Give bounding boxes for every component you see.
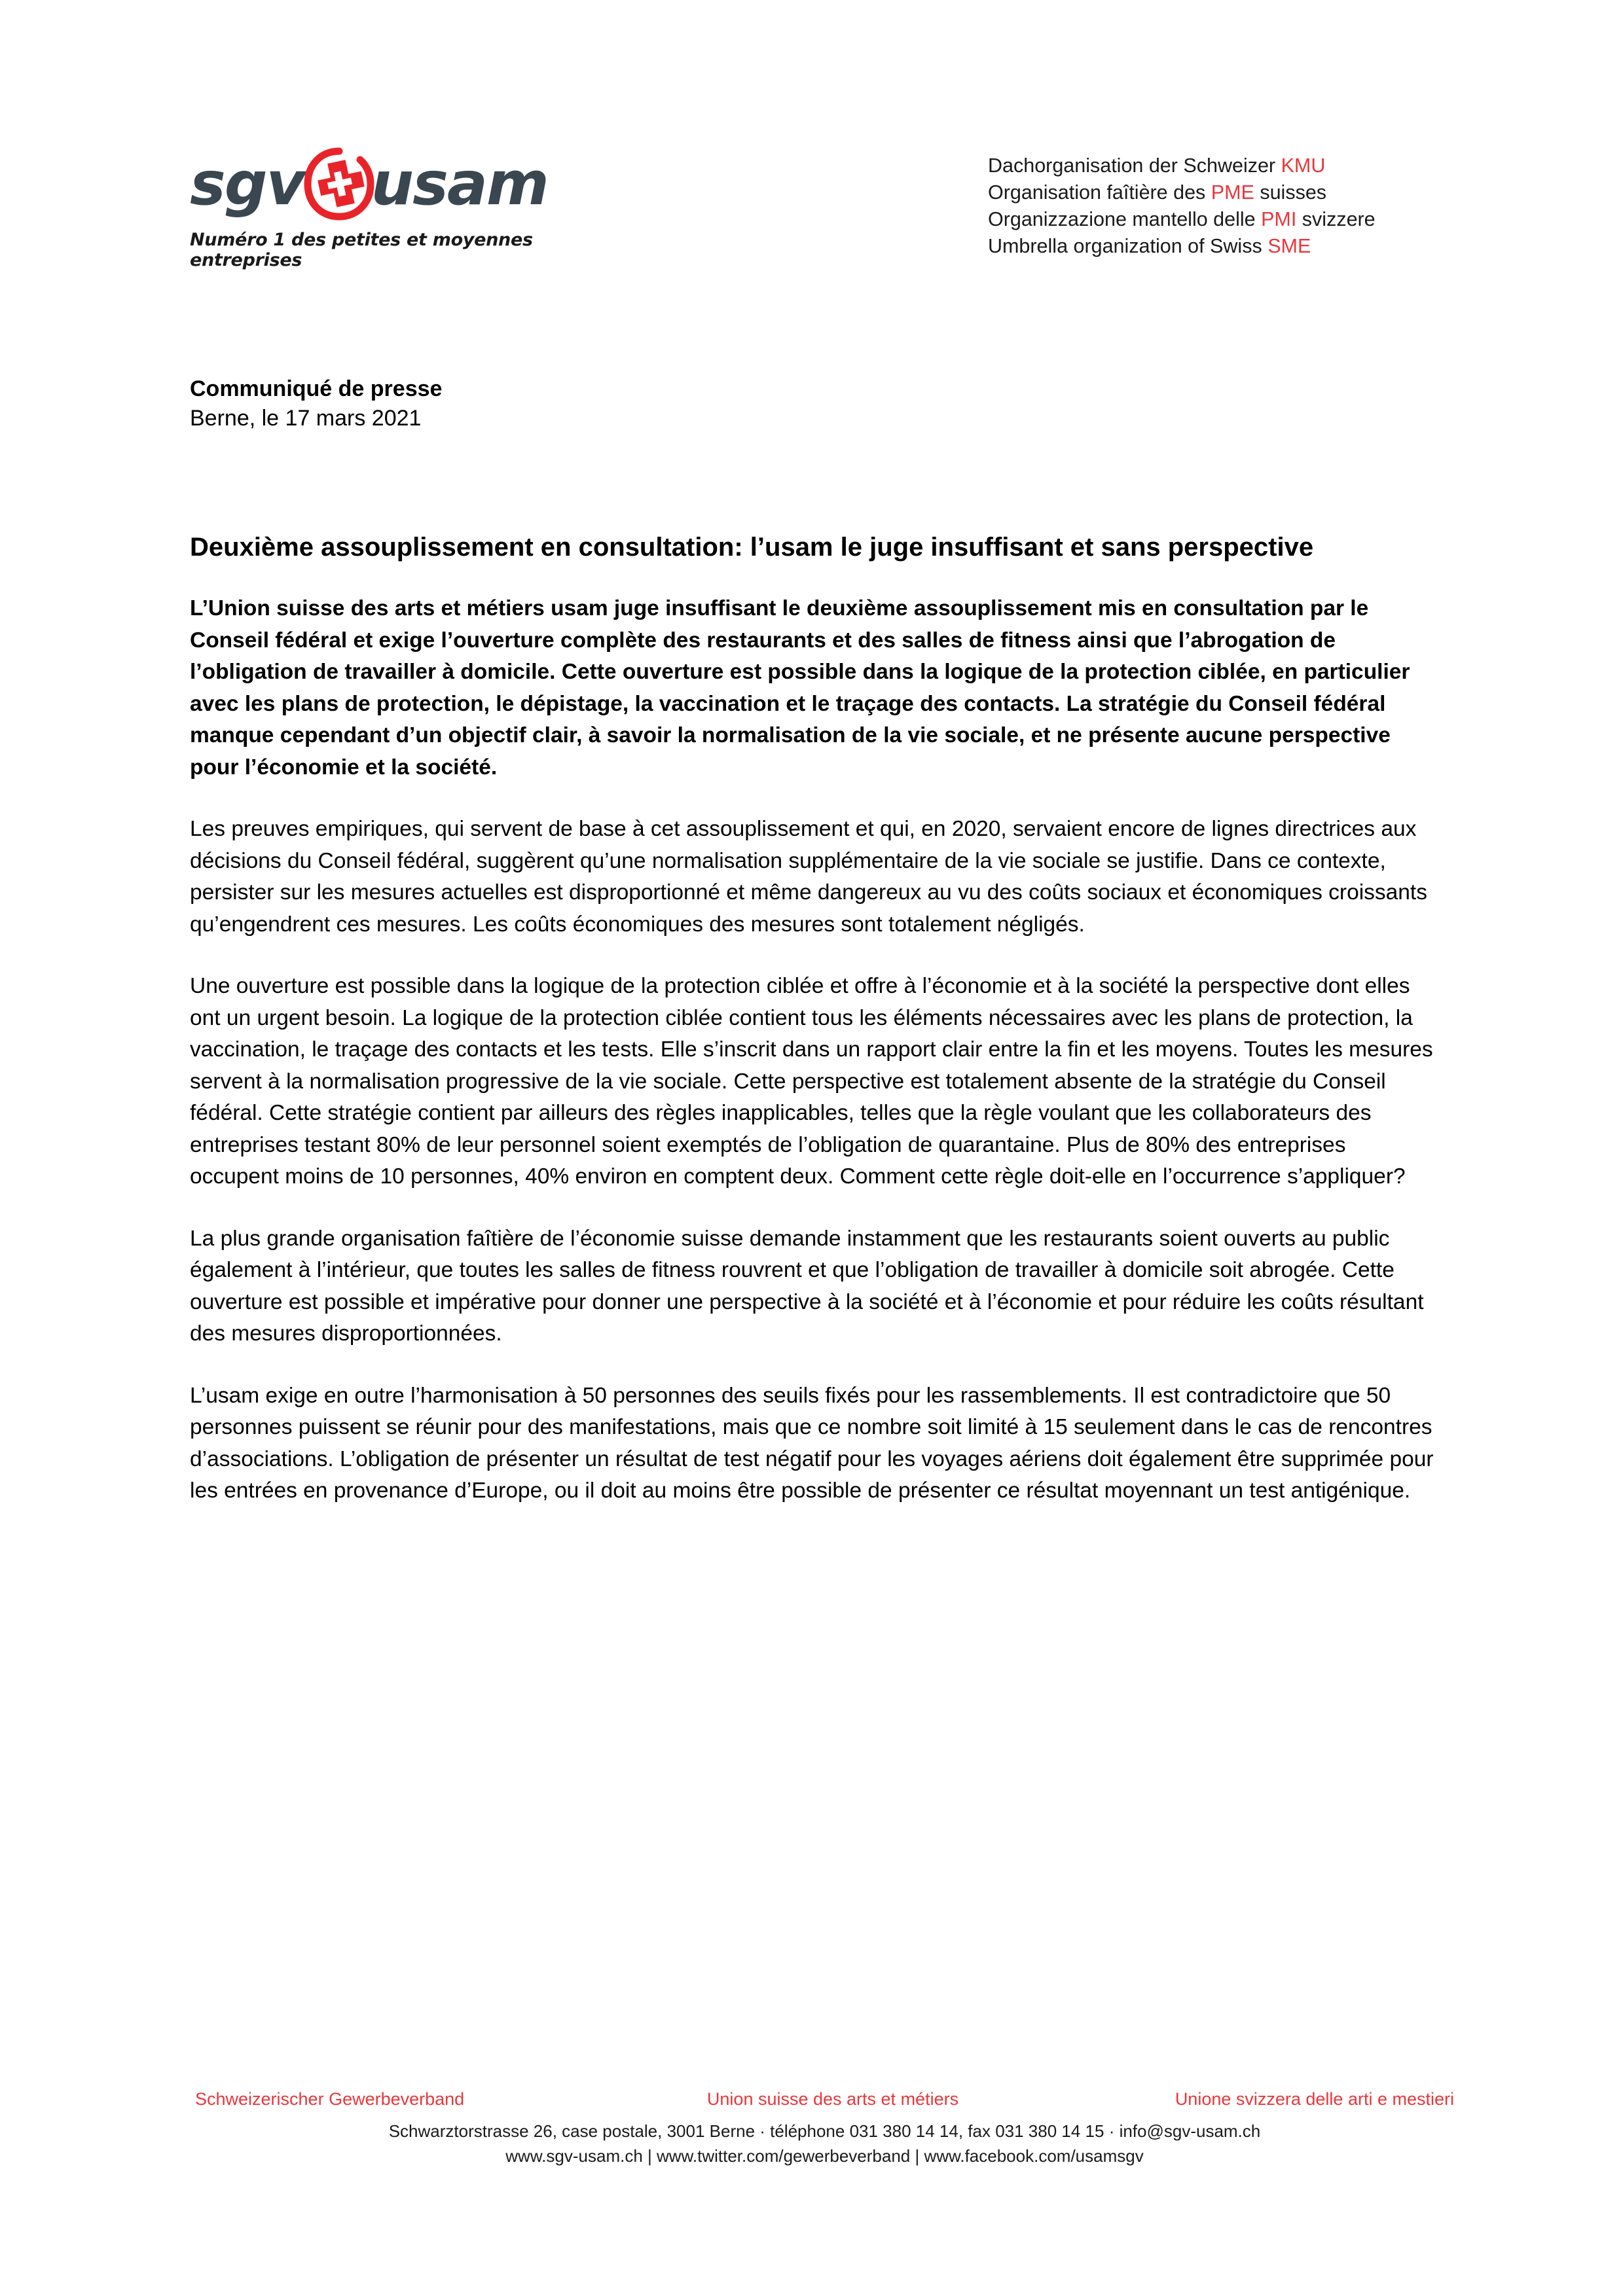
footer-org-names xyxy=(190,2087,1459,2111)
document-footer xyxy=(190,2087,1459,2168)
org-header-fr-suffix: suisses xyxy=(1254,181,1327,204)
swiss-cross-circle-icon xyxy=(301,147,378,221)
document-type-label: Communiqué de presse xyxy=(190,376,443,401)
logo-tagline: Numéro 1 des petites et moyennes entreprises xyxy=(190,230,533,270)
document-body xyxy=(190,530,1434,1507)
sgv-usam-logo xyxy=(190,147,648,270)
org-header-de-accent: KMU xyxy=(1281,154,1326,177)
body-paragraph-1: Les preuves empiriques, qui servent de base à cet assouplissement et qui, en 2020, servaient encore de lignes directrices aux décisions du Conseil fédéral, suggèrent qu’une normalisation supplémentaire de la vie sociale se justifie. Dans ce contexte, persister sur les mesures actuelles est disproportionné et même dangereux au vu des coûts sociaux et économiques croissants qu’engendrent ces mesures. Les coûts économiques des mesures sont totalement négligés. xyxy=(190,817,1427,937)
org-header-it-text: Organizzazione mantello delle xyxy=(988,208,1262,230)
body-paragraph-4: L’usam exige en outre l’harmonisation à 50 personnes des seuils fixés pour les rassemblements. Il est contradictoire que 50 personnes puissent se réunir pour des manifestations, mais que ce nombre soit limité à 15 seulement dans le cas de rencontres d’associations. L’obligation de présenter un résultat de test négatif pour les voyages aériens doit également être supprimée pour les entrées en provenance d’Europe, ou il doit au moins être possible de présenter ce résultat moyennant un test antigénique. xyxy=(190,1383,1434,1503)
footer-org-fr: Union suisse des arts et métiers xyxy=(706,2089,959,2109)
org-header-line-de xyxy=(988,152,1459,179)
footer-org-it: Unione svizzera delle arti e mestieri xyxy=(1175,2089,1454,2109)
org-header-de-text: Dachorganisation der Schweizer xyxy=(988,154,1281,177)
lead-paragraph: L’Union suisse des arts et métiers usam juge insuffisant le deuxième assouplissement mis en consultation par le Conseil fédéral et exige l’ouverture complète des restaurants et des salles de fitness ainsi que l’abrogation de l’obligation de travailler à domicile. Cette ouverture est possible dans la logique de la protection ciblée, en particulier avec les plans de protection, le dépistage, la vaccination et le traçage des contacts. La stratégie du Conseil fédéral manque cependant d’un objectif clair, à savoir la normalisation de la vie sociale, et ne présente aucune perspective pour l’économie et la société. xyxy=(190,596,1410,780)
logo-wordmark-usam: usam xyxy=(371,149,548,219)
org-header-en-accent: SME xyxy=(1267,235,1311,257)
org-header-it-accent: PMI xyxy=(1261,208,1297,230)
body-paragraph-3: La plus grande organisation faîtière de l’économie suisse demande instamment que les restaurants soient ouverts au public également à l’intérieur, que toutes les salles de fitness rouvrent et que l’obligation de travailler à domicile soit abrogée. Cette ouverture est possible et impérative pour donner une perspective à la société et à l’économie et pour réduire les coûts résultant des mesures disproportionnées. xyxy=(190,1226,1424,1346)
footer-links: www.sgv-usam.ch | www.twitter.com/gewerbeverband | www.facebook.com/usamsgv xyxy=(505,2146,1144,2166)
org-header-line-fr xyxy=(988,179,1459,206)
logo-mark xyxy=(190,147,648,221)
page-title: Deuxième assouplissement en consultation: l’usam le juge insuffisant et sans perspective xyxy=(190,533,1314,562)
footer-org-de: Schweizerischer Gewerbeverband xyxy=(195,2089,465,2109)
org-header-it-suffix: svizzere xyxy=(1296,208,1376,230)
org-header-line-it xyxy=(988,206,1459,233)
body-paragraph-2: Une ouverture est possible dans la logique de la protection ciblée et offre à l’économie et à la société la perspective dont elles ont un urgent besoin. La logique de la protection ciblée contient tous les éléments nécessaires avec les plans de protection, la vaccination, le traçage des contacts et les tests. Elle s’inscrit dans un rapport clair entre la fin et les moyens. Toutes les mesures servent à la normalisation progressive de la vie sociale. Cette perspective est totalement absente de la stratégie du Conseil fédéral. Cette stratégie contient par ailleurs des règles inapplicables, telles que la règle voulant que les collaborateurs des entreprises testant 80% de leur personnel soient exemptés de l’obligation de quarantaine. Plus de 80% des entreprises occupent moins de 10 personnes, 40% environ en comptent deux. Comment cette règle doit-elle en l’occurrence s’appliquer? xyxy=(190,974,1433,1189)
org-header-en-text: Umbrella organization of Swiss xyxy=(988,235,1268,257)
document-meta xyxy=(190,374,442,433)
org-header-fr-text: Organisation faîtière des xyxy=(988,181,1211,204)
org-header-fr-accent: PME xyxy=(1211,181,1254,204)
document-header xyxy=(190,147,1459,278)
dateline: Berne, le 17 mars 2021 xyxy=(190,406,422,431)
org-header-line-en xyxy=(988,233,1459,260)
footer-address: Schwarztorstrasse 26, case postale, 3001 Berne · téléphone 031 380 14 14, fax 031 380 14 15 · info@sgv-usam.ch xyxy=(388,2121,1261,2141)
org-header-languages xyxy=(988,152,1459,260)
logo-wordmark-sgv: sgv xyxy=(190,149,304,219)
